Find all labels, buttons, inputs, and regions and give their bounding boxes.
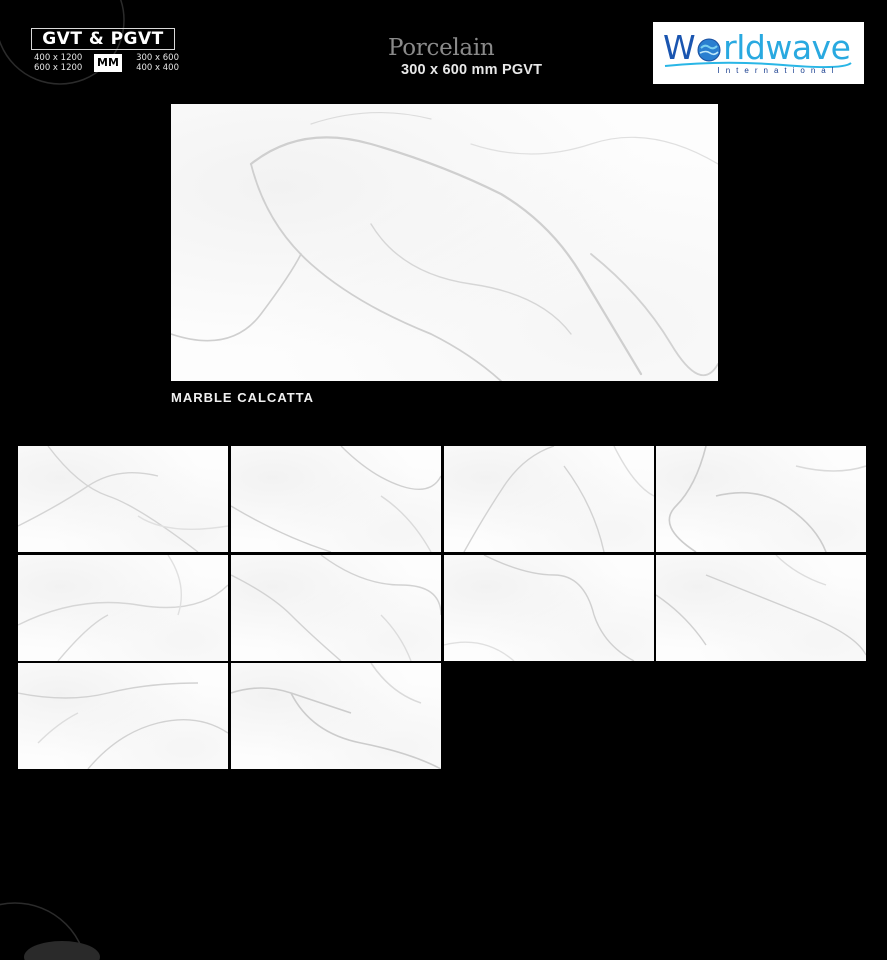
badge-size: 400 x 1200 [34, 53, 83, 63]
decorative-arc-bottom-left [0, 895, 120, 960]
tile-image [231, 446, 441, 552]
tile-image [444, 555, 654, 661]
tile-image [231, 555, 441, 661]
logo-letter-w: W [663, 28, 696, 67]
page-subtitle: 300 x 600 mm PGVT [401, 62, 543, 78]
product-name: MARBLE CALCATTA [171, 390, 315, 405]
badge-size: 600 x 1200 [34, 63, 83, 73]
tile-image [18, 446, 228, 552]
tile-image [444, 446, 654, 552]
tile-image [656, 555, 866, 661]
logo-subtitle: International [717, 66, 840, 75]
tile-image [18, 555, 228, 661]
badge-size: 300 x 600 [136, 53, 179, 63]
badge-sizes-left [31, 53, 92, 73]
logo-letters-rest: rldwave [723, 28, 851, 67]
hero-tile-image [171, 104, 718, 381]
unit-label: MM [94, 54, 122, 72]
badge-size: 400 x 400 [136, 63, 179, 73]
brand-logo [653, 22, 864, 84]
page-title: Porcelain [388, 35, 495, 61]
tile-image [18, 663, 228, 769]
tile-image [656, 446, 866, 552]
tile-image [231, 663, 441, 769]
badge-title: GVT & PGVT [31, 28, 175, 50]
badge-sizes-right [124, 53, 179, 73]
globe-icon [696, 37, 722, 63]
size-badge [31, 28, 181, 73]
logo-wordmark [663, 30, 850, 66]
